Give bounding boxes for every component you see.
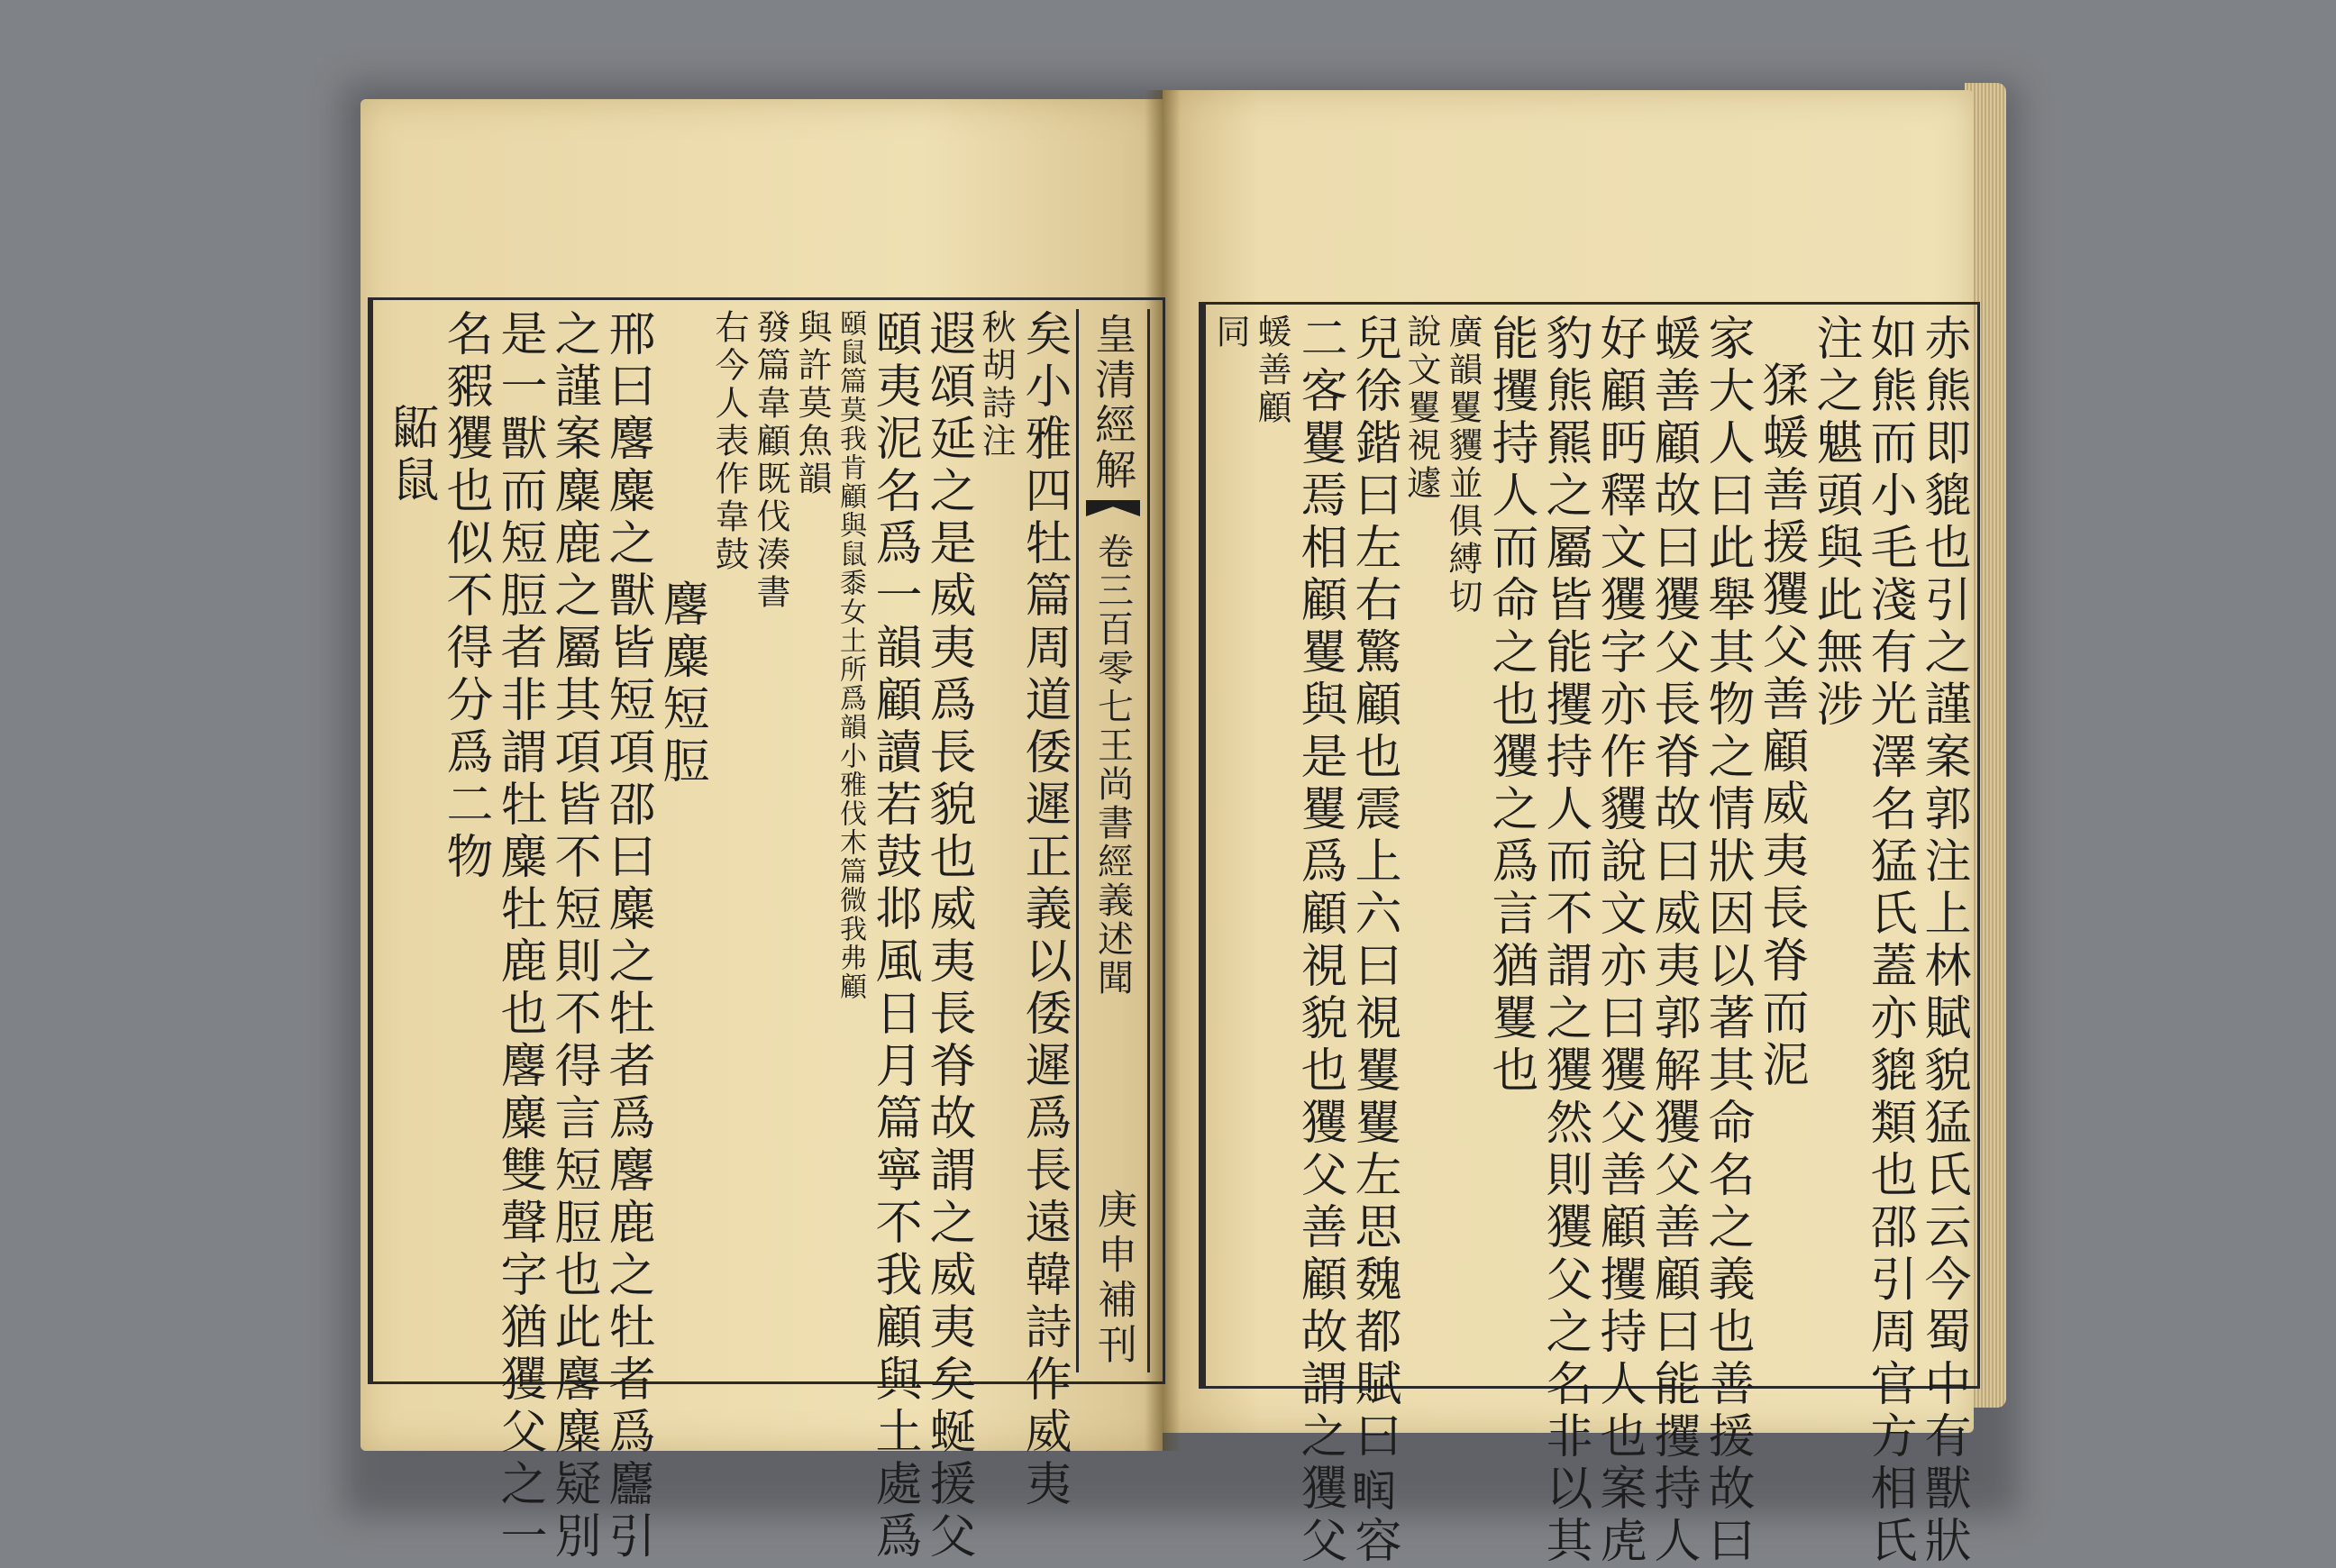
text-column: 赤熊即貔也引之謹案郭注上林賦貌猛氏云今蜀中有獸狀: [1916, 314, 1970, 1568]
text-column: 好顧眄釋文玃字亦作貜說文亦曰玃父善顧攫持人也案虎: [1592, 314, 1646, 1568]
text-column: 蝯善顧故曰玃父長脊故曰威夷郭解玃父善顧曰能攫持人: [1646, 314, 1700, 1568]
right-page-text-frame: [1199, 302, 1980, 1568]
text-column: 能攫持人而命之也玃之爲言猶矍也: [1483, 314, 1538, 1098]
annotation-column: 頤鼠篇莫我肯顧與鼠黍女土所爲韻小雅伐木篇微我弗顧: [835, 309, 866, 1001]
entry-heading: 鼫鼠: [384, 403, 438, 507]
annotation-column: 同: [1210, 314, 1250, 351]
text-column: 是一獸而短脰者非謂牡麋牡鹿也麐麋雙聲字猶玃父之一: [492, 309, 546, 1563]
annotation-column: 秋胡詩注: [976, 309, 1016, 460]
annotation-column: 與許莫魚韻: [792, 309, 832, 498]
imprint-label: 庚申補刊: [1090, 1189, 1136, 1369]
text-column: 名豭玃也似不得分爲二物: [438, 309, 492, 884]
annotation-column: 發篇韋顧既伐湊書: [751, 309, 790, 612]
text-column: 如熊而小毛淺有光澤名猛氏蓋亦貔類也邵引周官方相氏: [1862, 314, 1916, 1568]
entry-heading: 猱蝯善援玃父善顧威夷長脊而泥: [1754, 360, 1808, 1092]
center-strip: [1076, 309, 1150, 1372]
annotation-column: 右今人表作韋鼓: [709, 309, 749, 574]
book-title: 皇清經解: [1089, 313, 1137, 493]
text-column: 家大人曰此舉其物之情狀因以著其命名之義也善援故曰: [1700, 314, 1754, 1568]
text-column: 矣小雅四牡篇周道倭遲正義以倭遲爲長遠韓詩作威夷: [1017, 309, 1071, 1511]
annotation-column: 說文矍視遽: [1401, 314, 1441, 503]
text-column: 二客矍焉相顧矍與是矍爲顧視貌也玃父善顧故謂之玃父: [1292, 314, 1346, 1568]
chapter-label: 卷三百零七王尚書經義述聞: [1091, 533, 1134, 998]
text-column: 之謹案麋鹿之屬其項皆不短則不得言短脰也此麐麋疑別: [546, 309, 600, 1563]
text-column: 注之魌頭與此無涉: [1808, 314, 1862, 732]
text-column: 邢曰麐麋之獸皆短項邵曰麋之牡者爲麐鹿之牡者爲麢引: [600, 309, 654, 1563]
fishtail-mark: [1086, 500, 1140, 516]
text-column: 兒徐鍇曰左右驚顧也震上六曰視矍矍左思魏都賦曰𥆧容: [1346, 314, 1401, 1568]
annotation-column: 蝯善顧: [1252, 314, 1291, 427]
text-column: 豹熊羆之屬皆能攫持人而不謂之玃然則玃父之名非以其: [1538, 314, 1592, 1568]
annotation-column: 廣韻矍貜並俱縛切: [1443, 314, 1483, 616]
left-page-text-frame: [368, 297, 1165, 1563]
text-column: 遐頌延之是威夷爲長貌也威夷長脊故謂之威夷矣蜒援父: [921, 309, 975, 1563]
entry-heading: 麐麋短脰: [654, 579, 708, 789]
text-column: 頤夷泥名爲一韻顧讀若鼓邶風日月篇寧不我顧與土處爲: [867, 309, 921, 1563]
